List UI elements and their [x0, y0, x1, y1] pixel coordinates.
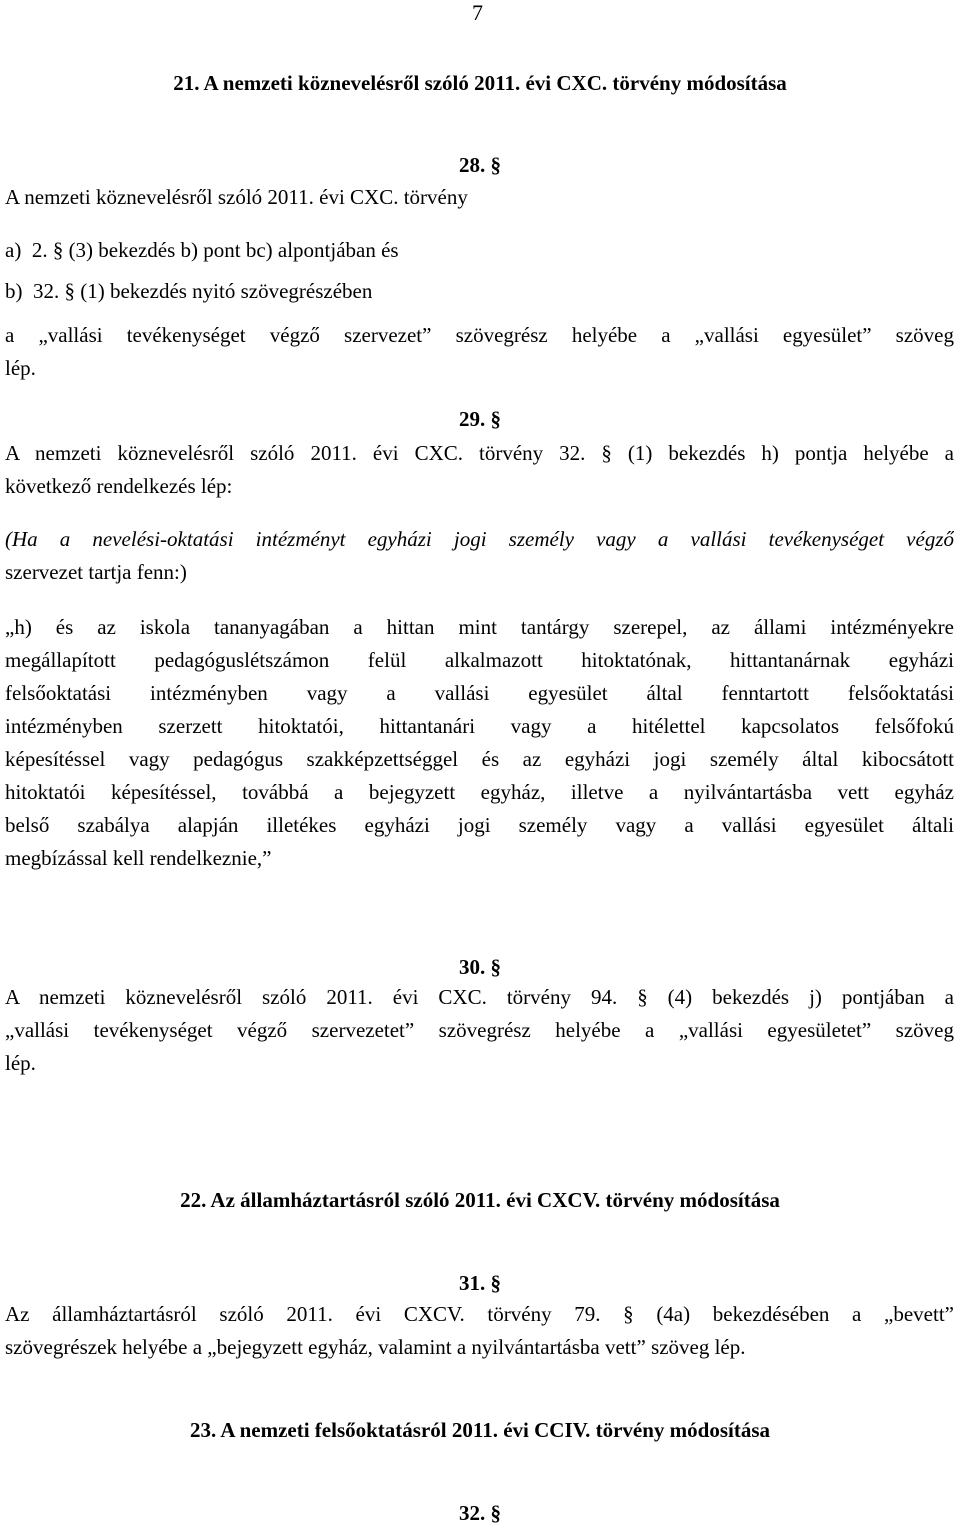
text-line: „vallási tevékenységet végző szervezetet” szövegrész helyébe a „vallási egyesületet” szöveg	[5, 1018, 954, 1042]
paragraph-29-number: 29. §	[459, 407, 501, 431]
paragraph-28-intro: A nemzeti köznevelésről szóló 2011. évi CXC. törvény	[5, 185, 468, 209]
text-line: képesítéssel vagy pedagógus szakképzettséggel és az egyházi jogi személy által kibocsátott	[5, 747, 954, 771]
text-line: Az államháztartásról szóló 2011. évi CXCV. törvény 79. § (4a) bekezdésében a „bevett”	[5, 1302, 954, 1326]
paragraph-29-intro	[5, 437, 954, 503]
paragraph-28-item-a: a) 2. § (3) bekezdés b) pont bc) alpontjában és	[5, 238, 399, 262]
paragraph-31-text	[5, 1298, 954, 1364]
paragraph-29-body	[5, 611, 954, 875]
paragraph-30-number: 30. §	[459, 955, 501, 979]
text-line: „h) és az iskola tananyagában a hittan mint tantárgy szerepel, az állami intézményekre	[5, 615, 954, 639]
paragraph-28-item-b: b) 32. § (1) bekezdés nyitó szövegrészében	[5, 279, 373, 303]
text-line: belső szabálya alapján illetékes egyházi jogi személy vagy a vallási egyesület általi	[5, 813, 954, 837]
paragraph-28-number: 28. §	[459, 153, 501, 177]
text-line: megbízással kell rendelkeznie,”	[5, 846, 272, 870]
section-21-title: 21. A nemzeti köznevelésről szóló 2011. évi CXC. törvény módosítása	[173, 71, 787, 95]
text-line: a „vallási tevékenységet végző szervezet” szövegrész helyébe a „vallási egyesület” szöveg	[5, 323, 954, 347]
text-line: szervezet tartja fenn:)	[5, 560, 187, 584]
text-line: megállapított pedagóguslétszámon felül alkalmazott hitoktatónak, hittantanárnak egyházi	[5, 648, 954, 672]
paragraph-32-number: 32. §	[459, 1501, 501, 1525]
text-line: hitoktatói képesítéssel, továbbá a bejegyzett egyház, illetve a nyilvántartásba vett egyház	[5, 780, 954, 804]
text-line: szövegrészek helyébe a „bejegyzett egyház, valamint a nyilvántartásba vett” szöveg lép.	[5, 1335, 746, 1359]
text-line: lép.	[5, 1051, 36, 1075]
paragraph-31-number: 31. §	[459, 1271, 501, 1295]
paragraph-30-text	[5, 981, 954, 1080]
text-line: A nemzeti köznevelésről szóló 2011. évi CXC. törvény 32. § (1) bekezdés h) pontja helyébe a	[5, 441, 954, 465]
text-line: intézményben szerzett hitoktatói, hittantanári vagy a hitélettel kapcsolatos felsőfokú	[5, 714, 954, 738]
text-line: A nemzeti köznevelésről szóló 2011. évi CXC. törvény 94. § (4) bekezdés j) pontjában a	[5, 985, 954, 1009]
section-22-title: 22. Az államháztartásról szóló 2011. évi CXCV. törvény módosítása	[180, 1188, 780, 1212]
paragraph-29-quote	[5, 523, 954, 589]
text-line: felsőoktatási intézményben vagy a vallási egyesület által fenntartott felsőoktatási	[5, 681, 954, 705]
page-number: 7	[472, 0, 483, 25]
paragraph-28-text	[5, 319, 954, 385]
section-23-title: 23. A nemzeti felsőoktatásról 2011. évi CCIV. törvény módosítása	[190, 1418, 770, 1442]
text-line: következő rendelkezés lép:	[5, 474, 233, 498]
text-line: lép.	[5, 356, 36, 380]
text-line: (Ha a nevelési-oktatási intézményt egyházi jogi személy vagy a vallási tevékenységet végző	[5, 527, 954, 551]
